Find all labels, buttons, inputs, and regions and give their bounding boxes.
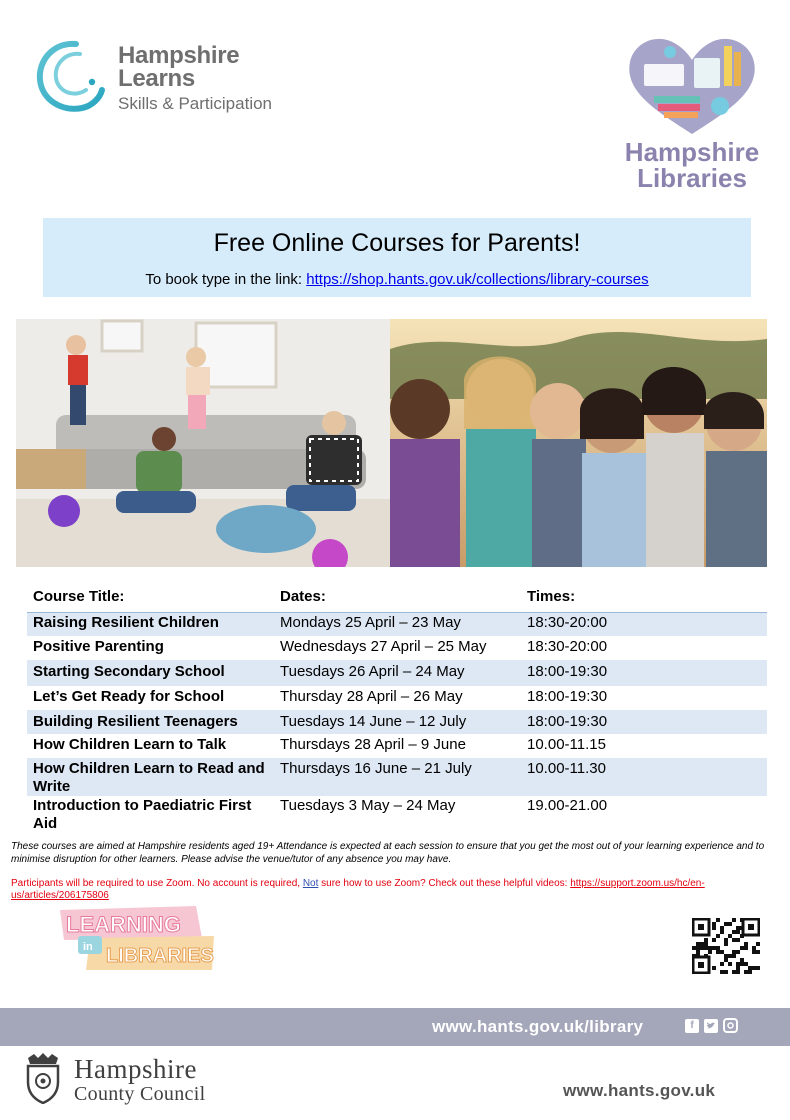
course-dates: Thursdays 28 April – 9 June [280, 736, 466, 753]
council-name-line1: Hampshire [74, 1054, 197, 1084]
hampshire-county-council-logo [20, 1052, 250, 1112]
hampshire-learns-line2: Learns [118, 65, 195, 92]
course-dates: Mondays 25 April – 23 May [280, 614, 461, 631]
hampshire-learns-subtitle: Skills & Participation [118, 94, 273, 113]
course-times: 18:00-19:30 [527, 713, 608, 730]
table-row [27, 636, 767, 660]
course-title: Raising Resilient Children [33, 614, 219, 631]
course-dates: Wednesdays 27 April – 25 May [280, 638, 487, 655]
course-dates: Tuesdays 14 June – 12 July [280, 713, 467, 730]
booking-line [43, 271, 751, 288]
course-title: Introduction to Paediatric First Aid [33, 797, 252, 832]
council-name-line2: County Council [74, 1083, 206, 1105]
course-times: 18:30-20:00 [527, 638, 608, 655]
header-course-title: Course Title: [33, 588, 125, 605]
booking-text: To book type in the link: [145, 271, 307, 288]
course-title: How Children Learn to Read and Write [33, 760, 265, 795]
table-row [27, 660, 767, 686]
learning-word: LEARNING [66, 912, 181, 937]
gov-url[interactable]: www.hants.gov.uk [563, 1081, 716, 1100]
hampshire-libraries-logo [618, 34, 766, 194]
table-row [27, 710, 767, 734]
course-times: 18:00-19:30 [527, 663, 608, 680]
attendance-note: These courses are aimed at Hampshire residents aged 19+ Attendance is expected at each session to ensure that you get the most out of your learning experience and to minimise disruption for other learners. Please advise the venue/tutor of any absence you may have. [11, 841, 765, 865]
course-times: 18:30-20:00 [527, 614, 608, 631]
table-header-row [27, 586, 767, 612]
course-dates: Tuesdays 26 April – 24 May [280, 663, 465, 680]
table-row [27, 686, 767, 710]
zoom-note-text: Participants will be required to use Zoom. No account is required, [11, 878, 303, 889]
zoom-help-link[interactable]: https://support.zoom.us/hc/en-us/articles/206175806 [11, 878, 705, 901]
heart-books-icon [618, 34, 766, 138]
zoom-note-not: Not [302, 878, 319, 889]
learning-in-libraries-logo [56, 904, 216, 972]
footer-bar [0, 1008, 790, 1046]
course-title: Positive Parenting [33, 638, 164, 655]
course-times: 19.00-21.00 [527, 797, 608, 814]
library-url[interactable]: www.hants.gov.uk/library [432, 1017, 644, 1036]
courses-banner [43, 218, 751, 297]
booking-link[interactable]: https://shop.hants.gov.uk/collections/library-courses [306, 271, 649, 288]
facebook-icon[interactable]: f [685, 1019, 699, 1033]
course-times: 10.00-11.15 [527, 736, 606, 753]
course-title: How Children Learn to Talk [33, 736, 227, 753]
hampshire-libraries-line1: Hampshire [624, 137, 760, 167]
zoom-note [11, 878, 771, 902]
table-row [27, 734, 767, 758]
children-group-photo [390, 319, 767, 567]
instagram-icon[interactable] [723, 1018, 738, 1033]
course-dates: Thursday 28 April – 26 May [280, 688, 463, 705]
table-row [27, 758, 767, 796]
hampshire-libraries-line2: Libraries [637, 163, 747, 193]
course-dates: Thursdays 16 June – 21 July [280, 760, 472, 777]
course-title: Starting Secondary School [33, 663, 225, 680]
twitter-icon[interactable] [704, 1019, 718, 1033]
course-times: 18:00-19:30 [527, 688, 608, 705]
header-times: Times: [527, 588, 576, 605]
hampshire-learns-swirl-icon [36, 38, 108, 114]
table-row [27, 613, 767, 636]
course-dates: Tuesdays 3 May – 24 May [280, 797, 456, 814]
libraries-word: LIBRARIES [106, 945, 214, 967]
qr-code[interactable] [692, 918, 760, 974]
council-crest-icon [20, 1052, 66, 1104]
course-times: 10.00-11.30 [527, 760, 606, 777]
table-row [27, 796, 767, 834]
page-title: Free Online Courses for Parents! [213, 229, 581, 257]
course-title: Let’s Get Ready for School [33, 688, 225, 705]
hampshire-learns-logo [36, 38, 296, 118]
hampshire-learns-line1: Hampshire [118, 42, 240, 69]
course-title: Building Resilient Teenagers [33, 713, 238, 730]
zoom-note-question: sure how to use Zoom? Check out these helpful videos: [318, 878, 571, 889]
header-dates: Dates: [280, 588, 326, 605]
family-living-room-photo [16, 319, 390, 567]
in-word: in [83, 941, 93, 953]
